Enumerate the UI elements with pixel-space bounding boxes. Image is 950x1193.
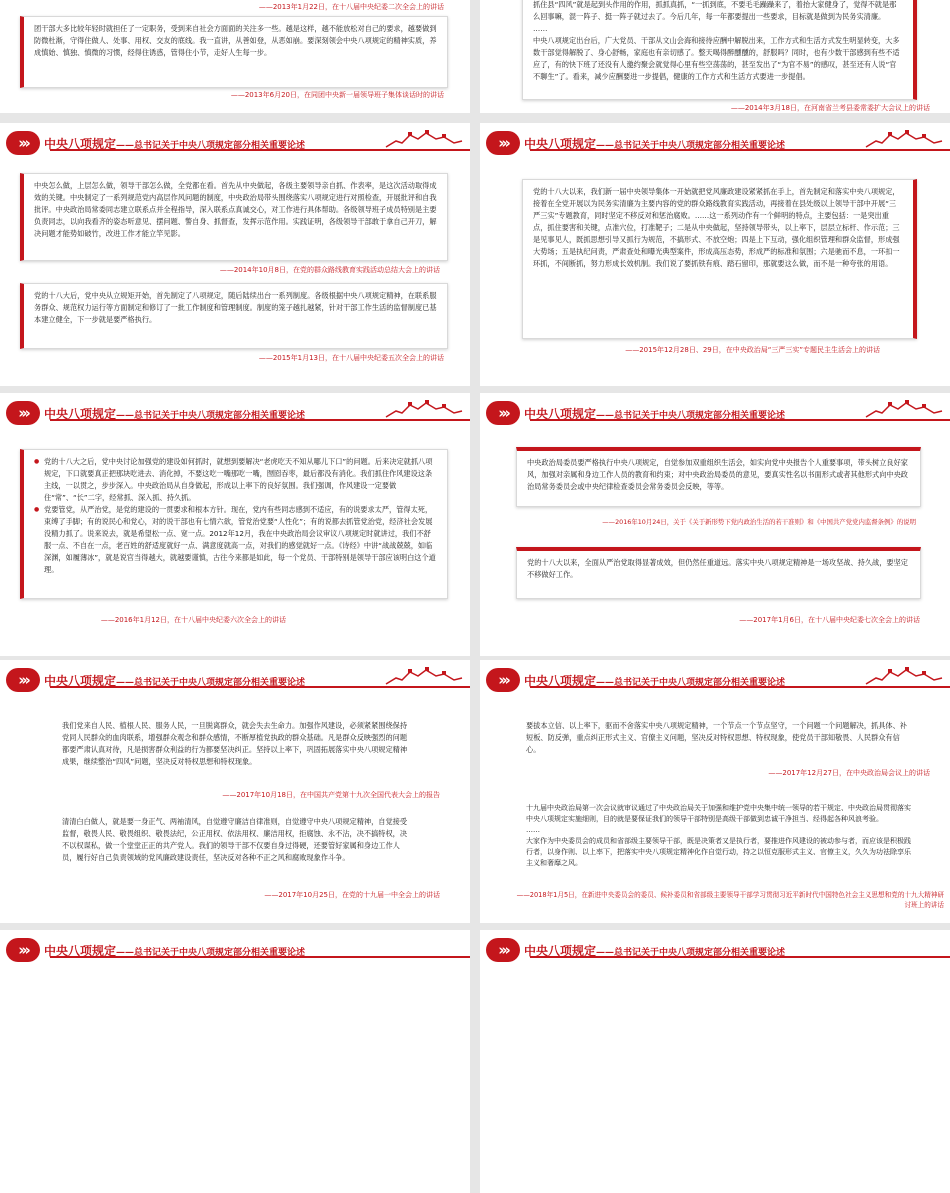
slide-r2-left [0,393,470,656]
quote-box [20,16,448,88]
title-sub: ——总书记关于中央八项规定部分相关重要论述 [596,678,786,688]
source-citation: ——2016年10月24日，关于《关于新形势下党内政治生活的若干准则》和《中国共产党党内监督条例》的说明 [602,518,916,526]
great-wall-decoration-icon [864,397,944,419]
quote-text: 中央政治局委员要严格执行中央八项规定，自觉参加双重组织生活会，如实向党中央报告个人重要事项，带头树立良好家风，加强对亲属和身边工作人员的教育和约束；对中央政治局委员的意见，要真实性名以书面形式或者其他形式向中央政治局常务委员会或中央纪律检查委员会常务委员会反映，等等。 [527,458,908,491]
slide-r3-right [480,660,950,923]
great-wall-decoration-icon [864,127,944,149]
slide-r1-right [480,123,950,386]
quote-text: 我们党来自人民、植根人民、服务人民，一旦脱离群众，就会失去生命力。加强作风建设，必须紧紧围绕保持党同人民群众的血肉联系，增强群众观念和群众感情，不断厚植党执政的群众基础。凡是群众反映强烈的问题都要严肃认真对待，凡是损害群众利益的行为都要坚决纠正。坚持以上率下，巩固拓展落实中央八项规定精神成果，继续整治“四风”问题，坚决反对特权思想和特权现象。 [62,721,408,766]
slide-header [480,393,950,435]
source-citation: ——2013年6月20日，在同团中央新一届领导班子集体谈话时的讲话 [230,91,444,99]
source-citation: ——2017年10月18日，在中国共产党第十九次全国代表大会上的报告 [222,791,440,799]
quote-text: 党的十八大之后，党中央讨论加强党的建设如何抓时，就想到要解决“老虎吃天不知从哪儿下口”的问题。后来决定就抓八项规定，下口就要真正把那块吃进去、消化掉，不要这吃一嘴那吃一嘴，囫囵吞枣，最后都没有消化。我们抓住作风建设这条主线，一以贯之，步步深入。中央政治局从自身做起，形成以上率下的良好氛围。我们强调，作风建设一定要做住“常”、“长”二字，经常抓、深入抓、持久抓。 [44,457,433,502]
slide-r4-left [0,930,470,1193]
chevron-badge-icon: ››› [486,401,520,425]
slide-header [0,393,470,435]
title-sub: ——总书记关于中央八项规定部分相关重要论述 [596,948,786,958]
title-main: 中央八项规定 [44,944,117,958]
source-citation: ——2014年3月18日，在河南省兰考县委常委扩大会议上的讲话 [730,104,930,112]
great-wall-decoration-icon [384,127,464,149]
quote-box [20,173,448,261]
source-citation: ——2015年1月13日，在十八届中央纪委五次全会上的讲话 [258,354,444,362]
quote-text: 党的十八大后，党中央从立规矩开始，首先制定了八项规定，随后陆续出台一系列制度。各级根据中央八项规定精神，在联系服务群众、规范权力运行等方面制定和修订了一批工作制度和管理制度。制度的笼子越扎越紧，针对干部工作生活的监督制度已基本建立健全，下一步就是要严格执行。 [34,291,437,324]
quote-box [20,283,448,349]
bullet-item [34,456,437,504]
quote-text: 抓住县“四风”就是起到头作用的作用，抓抓真抓，“一抓到底，不要毛毛躁躁来了，着抬大家健身了，觉得不就是那么回事嘛，混一阵子、挺一阵子就过去了。今后几年，每一年都要提出一些要求，目标就是做到为民务实清廉。 …… 中央八项规定出台后，广大党员、干部从文山会海和接待应酬中解脱出来，工作方式和生活方式发生明显转变，大多数干部觉得解脱了、身心舒畅，家庭也有亲切感了。整天喝得醉醺醺的，舒服吗？同时，也有少数干部感到有些不适应了，有的快下班了还没有人邀约聚会就觉得心里有些空荡荡的，甚至发出了“为官不易”的感叹，甚至还有人说“官不聊生”了。看来，减少应酬要进一步提倡，健康的工作方式和生活方式要进一步提倡。 [533,0,900,81]
quote-text: 清清白白做人，就是要一身正气、两袖清风，自觉遵守廉洁自律准则，自觉遵守中央八项规定精神，自觉接受监督，敬畏人民、敬畏组织、敬畏法纪，公正用权、依法用权、廉洁用权，拒腐蚀、永不沾，决不搞特权，决不以权谋私，做一个堂堂正正的共产党人。我们的领导干部不仅要自身过得硬，还要管好家属和身边工作人员，履行好自己负责领域的党风廉政建设责任，坚决反对各种不正之风和腐败现象作斗争。 [62,817,408,862]
slide-r1-left [0,123,470,386]
quote-box [516,547,921,599]
title-sub: ——总书记关于中央八项规定部分相关重要论述 [116,141,306,151]
title-main: 中央八项规定 [524,137,597,151]
great-wall-decoration-icon [384,664,464,686]
source-citation: ——2018年1月5日，在新进中央委员会的委员、候补委员和省部级主要领导干部学习贯彻习近平新时代中国特色社会主义思想和党的十九大精神研讨班上的讲话 [516,891,944,909]
source-citation: ——2017年12月27日，在中央政治局会议上的讲话 [768,769,930,777]
title-main: 中央八项规定 [44,137,117,151]
quote-box [516,714,921,776]
quote-box [20,449,448,599]
title-main: 中央八项规定 [524,407,597,421]
title-main: 中央八项规定 [44,407,117,421]
quote-text: 十九届中央政治局第一次会议就审议通过了中央政治局关于加强和维护党中央集中统一领导的若干规定、中央政治局贯彻落实中央八项规定实施细则，目的就是要保证我们的领导干部特别是高级干部做到忠诚干净担当、经得起各种风浪考验。 …… 大家作为中央委员会的成员和省部级主要领导干部，既是决策者又是执行者，要推进作风建设的被动参与者，而应该是积极践行者，以身作则、以上率下，把落实中央八项规定精神化作自觉行动，持之以恒克服形式主义、官僚主义，久久为功祛除享乐主义和奢靡之风。 [526,804,911,867]
slide-r0-right [480,0,950,113]
slide-r4-right [480,930,950,1193]
slide-header [480,660,950,702]
quote-text: 团干部大多比较年轻时就担任了一定职务，受到来自社会方面面的关注多一些。越是这样，越不能放松对自己的要求，越要做到防微杜渐，守得住做人、处事、用权、交友的底线。我一直讲，从善如登，从恶如崩。要深刻领会中央八项规定的精神实质，养成慎始、慎独、慎微的习惯，经得住诱惑，管得住小节，走好人生每一步。 [34,24,437,57]
title-sub: ——总书记关于中央八项规定部分相关重要论述 [596,411,786,421]
slide-r0-left [0,0,470,113]
source-citation: ——2017年10月25日，在党的十九届一中全会上的讲话 [264,891,440,899]
quote-box [52,810,422,888]
title-sub: ——总书记关于中央八项规定部分相关重要论述 [116,948,306,958]
title-main: 中央八项规定 [524,944,597,958]
quote-text: 党的十八大以来，全面从严治党取得显著成效，但仍然任重道远。落实中央八项规定精神是一场攻坚战、持久战，要坚定不移做好工作。 [527,558,908,579]
quote-box [522,0,917,100]
slide-title [44,672,305,689]
chevron-badge-icon: ››› [6,668,40,692]
chevron-badge-icon: ››› [6,938,40,962]
source-citation: ——2015年12月28日、29日，在中央政治局“三严三实”专题民主生活会上的讲话 [625,346,880,354]
quote-text: 党要管党，从严治党，是党的建设的一贯要求和根本方针。现在，党内有些同志感到不适应，有的说要求太严，管得太死，束缚了手脚；有的说民心和党心，对的说干部也有七情六欲，管党治党要“人性化”；有的说都去抓管党治党，经济社会发展没精力抓了。说来说去，就是希望松一点、宽一点。2012年12月，我在中央政治局会议审议八项规定时就讲过，我们不舒服一点、不自在一点，老百姓的舒适度就好一点、满意度就高一点，对我们的感觉就好一点。《诗经》中讲“战战兢兢，如临深渊，如履薄冰”，就是说官当得越大，就越要谨慎，古往今来都是如此，每一个党员、干部特别是领导干部应该明白这个道理。 [44,505,436,574]
quote-text: 要拔本立信、以上率下，驱而不舍落实中央八项规定精神，一个节点一个节点坚守，一个问题一个问题解决，抓具体、补短板、防反弹，重点纠正形式主义、官僚主义问题，坚决反对特权思想、特权现象，使党员干部知敬畏、人民群众有信心。 [526,721,907,754]
chevron-badge-icon: ››› [486,668,520,692]
slide-r2-right [480,393,950,656]
title-sub: ——总书记关于中央八项规定部分相关重要论述 [116,678,306,688]
chevron-badge-icon: ››› [486,131,520,155]
slide-title [44,942,305,959]
source-citation: ——2014年10月8日，在党的群众路线教育实践活动总结大会上的讲话 [219,266,440,274]
quote-box [522,179,917,339]
slide-header [0,660,470,702]
source-citation: ——2017年1月6日，在十八届中央纪委七次全会上的讲话 [739,616,920,624]
quote-text: 党的十八大以来，我们新一届中央领导集体一开始就把党风廉政建设紧紧抓在手上，首先制定和落实中央八项规定，接着在全党开展以为民务实清廉为主要内容的党的群众路线教育实践活动，再接着在县处级以上领导干部中开展“三严三实”专题教育，同时坚定不移反对和惩治腐败。……这一系列动作有一个鲜明的特点，主要包括：一是突出重点，抓住要害和关键，点准穴位，打准靶子；二是从中央做起，坚持领导带头，以上率下，层层立标杆、作示范；三是见事见人，既抓思想引导又抓行为规范，不搞形式、不放空炮；四是上下互动，强化组织管理和群众监督，形成强大势场；五是执纪问责，严肃查处和曝光典型案件，形成高压态势，形成严的标准和氛围；六是驰而不息，一环扣一环抓，不间断抓，努力形成长效机制。我们说了要抓铁有痕、踏石留印，那就要这么做，而不是一种夸张的用语。 [533,187,900,268]
great-wall-decoration-icon [864,664,944,686]
quote-box [516,447,921,507]
slide-title [44,135,305,152]
title-sub: ——总书记关于中央八项规定部分相关重要论述 [116,411,306,421]
slide-title [524,672,785,689]
slide-header [0,930,470,972]
great-wall-decoration-icon [384,397,464,419]
bullet-item [34,504,437,576]
title-main: 中央八项规定 [524,674,597,688]
quote-box [516,786,921,890]
slide-title [44,405,305,422]
title-sub: ——总书记关于中央八项规定部分相关重要论述 [596,141,786,151]
slide-r3-left [0,660,470,923]
title-main: 中央八项规定 [44,674,117,688]
source-citation: ——2016年1月12日，在十八届中央纪委六次全会上的讲话 [100,616,286,624]
slide-title [524,942,785,959]
chevron-badge-icon: ››› [6,401,40,425]
slide-header [480,123,950,165]
quote-text: 中央怎么做，上层怎么做，领导干部怎么做，全党都在看。首先从中央做起，各级主要领导亲自抓、作表率，是这次活动取得成效的关键。中央制定了一系列规范党内高层作风问题的制度，中央政治局带头围绕落实八项规定进行对照检查，开展批评和自我批评。中央政治局常委同志建立联系点并全程指导，深入联系点真诚交心，对工作进行具体帮助。各级领导班子成员特别是主要负责同志，以向我看齐的姿态听意见、摆问题、警自身、抓督查，发挥示范作用。实践证明，各级领导干部敢于拿自己开刀，解决问题才能势如破竹，改进工作才能立竿见影。 [34,181,437,238]
slide-header [480,930,950,972]
source-citation: ——2013年1月22日，在十八届中央纪委二次全会上的讲话 [258,3,444,11]
quote-box [52,714,422,788]
chevron-badge-icon: ››› [6,131,40,155]
slide-header [0,123,470,165]
slide-title [524,405,785,422]
chevron-badge-icon: ››› [486,938,520,962]
slide-title [524,135,785,152]
